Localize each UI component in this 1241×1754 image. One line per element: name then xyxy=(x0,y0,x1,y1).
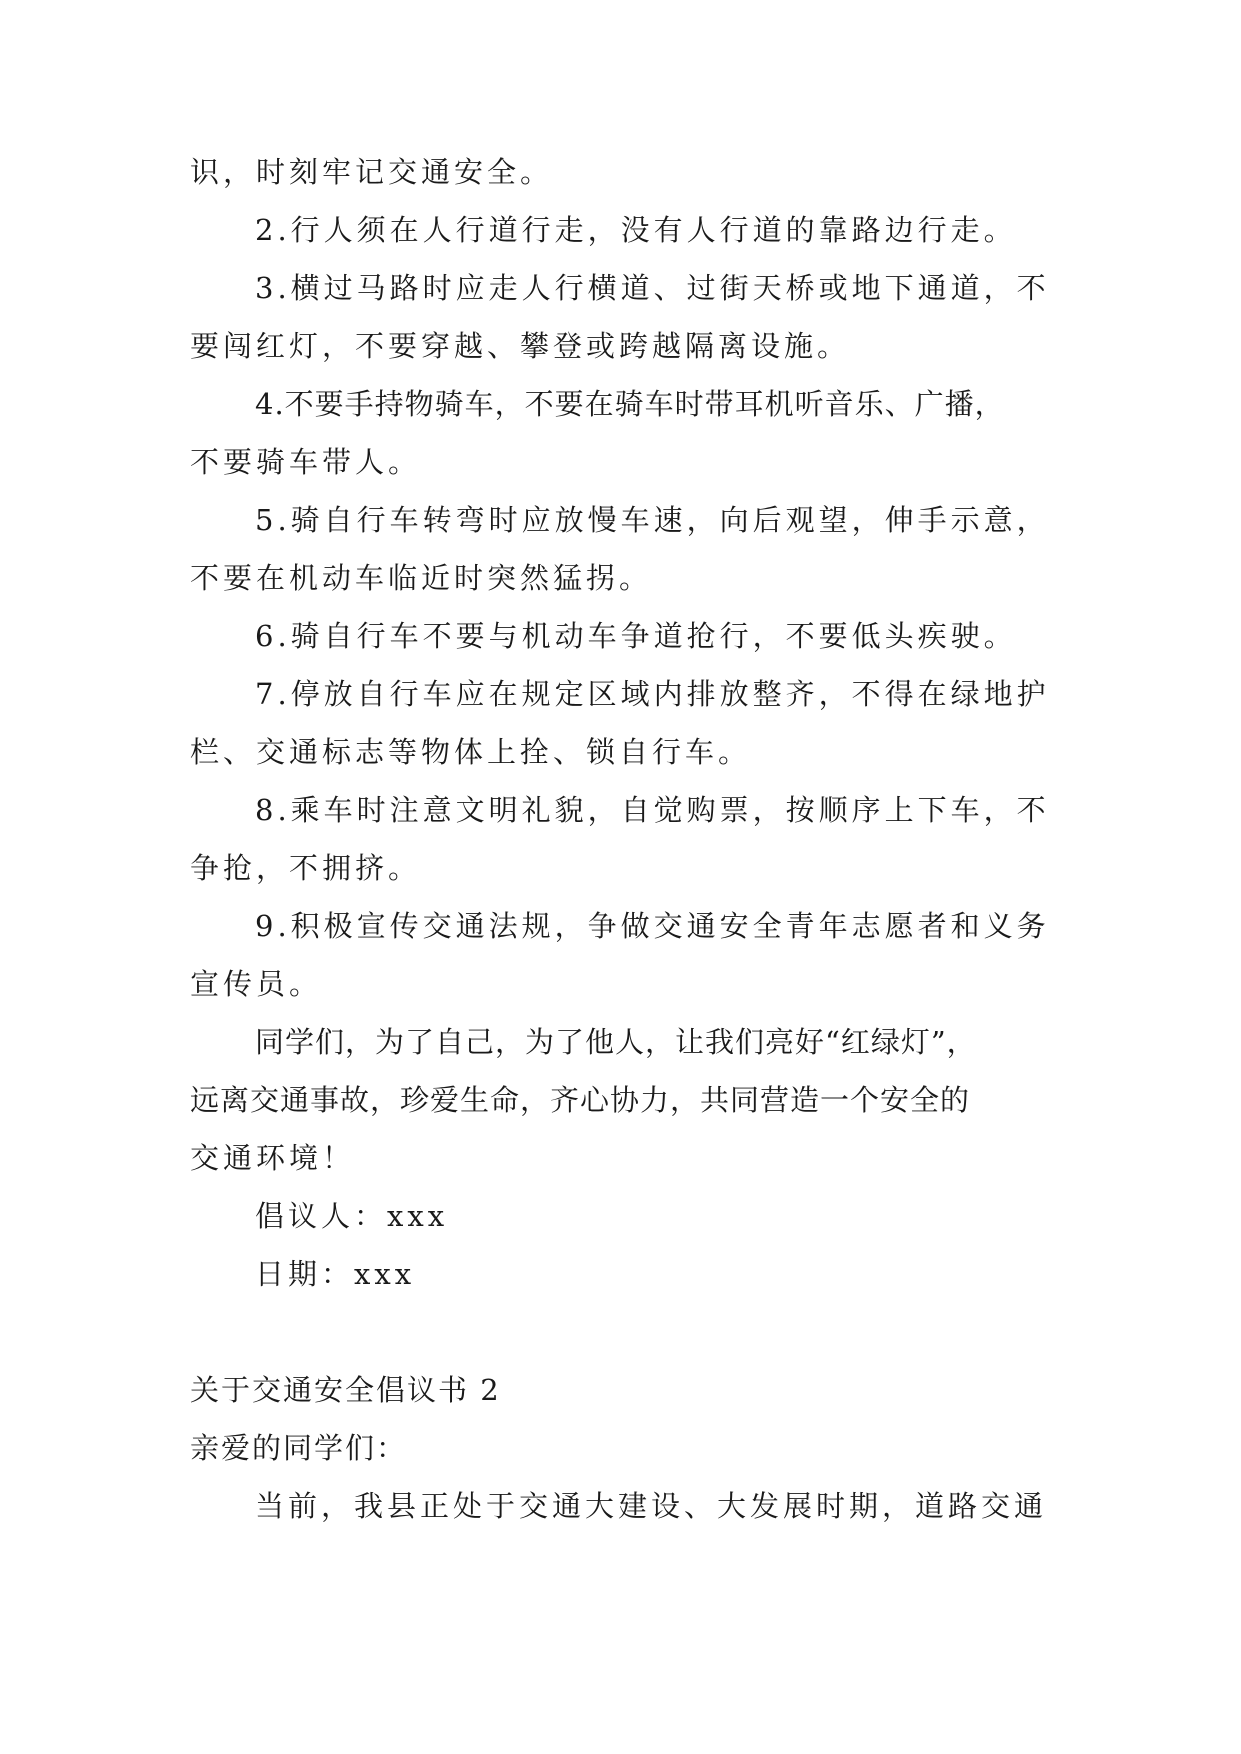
rule-item-3: 3.横过马路时应走人行横道、过街天桥或地下通道，不 xyxy=(255,271,1050,305)
rule-item-8: 8.乘车时注意文明礼貌，自觉购票，按顺序上下车，不 xyxy=(255,793,1050,827)
body-text-line: 远离交通事故，珍爱生命，齐心协力，共同营造一个安全的 xyxy=(190,1083,971,1117)
rule-item-5: 5.骑自行车转弯时应放慢车速，向后观望，伸手示意， xyxy=(255,503,1050,537)
rule-item-6: 6.骑自行车不要与机动车争道抢行，不要低头疾驶。 xyxy=(255,619,1017,653)
body-text-line: 争抢，不拥挤。 xyxy=(190,851,422,885)
body-text-line: 当前，我县正处于交通大建设、大发展时期，道路交通 xyxy=(255,1489,1048,1523)
rule-item-4: 4.不要手持物骑车，不要在骑车时带耳机听音乐、广播， xyxy=(255,387,1005,421)
date-line: 日期：xxx xyxy=(255,1257,416,1291)
rule-item-9: 9.积极宣传交通法规，争做交通安全青年志愿者和义务 xyxy=(255,909,1050,943)
body-text-line: 识，时刻牢记交通安全。 xyxy=(190,155,554,189)
body-text-line: 不要在机动车临近时突然猛拐。 xyxy=(190,561,653,595)
rule-item-2: 2.行人须在人行道行走，没有人行道的靠路边行走。 xyxy=(255,213,1017,247)
rule-item-7: 7.停放自行车应在规定区域内排放整齐，不得在绿地护 xyxy=(255,677,1050,711)
salutation: 亲爱的同学们： xyxy=(190,1431,408,1465)
body-text-line: 不要骑车带人。 xyxy=(190,445,422,479)
closing-paragraph: 同学们，为了自己，为了他人，让我们亮好“红绿灯”， xyxy=(255,1025,977,1059)
body-text-line: 宣传员。 xyxy=(190,967,323,1001)
initiator-line: 倡议人：xxx xyxy=(255,1199,449,1233)
section-title: 关于交通安全倡议书 2 xyxy=(190,1373,501,1407)
body-text-line: 栏、交通标志等物体上拴、锁自行车。 xyxy=(190,735,752,769)
body-text-line: 交通环境！ xyxy=(190,1141,356,1175)
body-text-line: 要闯红灯，不要穿越、攀登或跨越隔离设施。 xyxy=(190,329,851,363)
